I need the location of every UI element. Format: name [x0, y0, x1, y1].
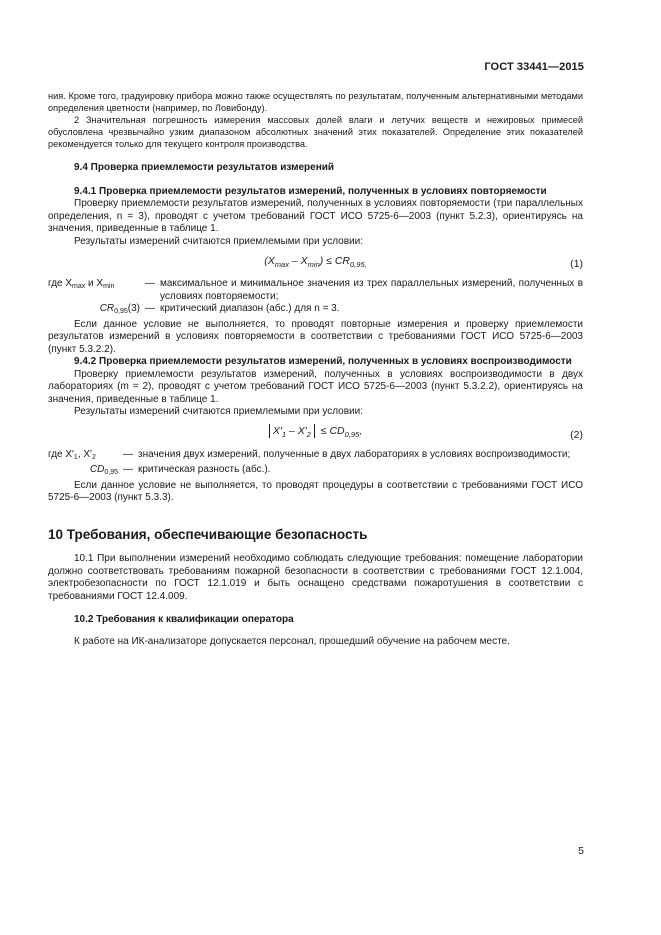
formula-1-where-2: $CR_{0,95}(3)$ — критический диапазон (абс.) для n = 3.: [48, 303, 583, 319]
page-number: 5: [578, 845, 584, 857]
formula-2-where-1: где $X'_1$, $X'_2$ — значения двух измерений, полученные в двух лабораториях в условиях воспроизводимости;: [48, 449, 583, 465]
where-1-definition: максимальное и минимальное значения из трех параллельных измерений, полученных в условиях повторяемости;: [160, 278, 583, 302]
formula-2: [48, 421, 583, 447]
formula-1-expression: $(X_{max} - X_{min}) \le CR_{0,95,}$: [264, 254, 367, 269]
page-content: [48, 90, 583, 648]
paragraph-9-4-2-2: Результаты измерений считаются приемлемыми при условии:: [74, 406, 363, 417]
paragraph-9-4-1-3: Если данное условие не выполняется, то проводят повторные измерения и проверку приемлемости результатов измерений в условиях повторяемости в соответствии с требованиями ГОСТ ИСО 5725-6—2003 (пункт 5.3.2.2).: [48, 318, 583, 355]
paragraph-9-4-2-1: Проверку приемлемости результатов измерений, полученных в условиях воспроизводимости в двух лабораториях (m = 2), проводят с учетом требований ГОСТ ИСО 5725-6—2003 (пункт 5.3.2.2), ориентируясь на значения, приведенные в таблице 1.: [48, 368, 583, 405]
where-2-1-term: где $X'_1$, $X'_2$: [48, 448, 96, 461]
document-code-header: ГОСТ 33441—2015: [484, 61, 584, 73]
where-2-term: $CR_{0,95}(3)$: [99, 303, 140, 315]
paragraph-9-4-1-1: Проверку приемлемости результатов измерений, полученных в условиях повторяемости (три параллельных определения, n = 3), проводят с учетом требований ГОСТ ИСО 5725-6—2003 (пункт 5.2.3), ориентируясь на значения, приведенные в таблице 1.: [48, 198, 583, 234]
formula-2-where-2: $CD_{0,95}$ — критическая разность (абс.).: [48, 464, 583, 480]
formula-1-where-1: где $X_{max}$ и $X_{min}$ — максимальное и минимальное значения из трех параллельных измерений, полученных в условиях повторяемости;: [48, 278, 583, 302]
where-2-2-term: $CD_{0,95}$: [89, 464, 118, 476]
formula-1: [48, 250, 583, 276]
section-10-title: 10 Требования, обеспечивающие безопасность: [48, 526, 368, 542]
paragraph-9-4-2-3: Если данное условие не выполняется, то проводят процедуры в соответствии с требованиями ГОСТ ИСО 5725-6—2003 (пункт 5.3.3).: [48, 479, 583, 503]
formula-1-number: (1): [570, 258, 583, 270]
paragraph-10-2: К работе на ИК-анализаторе допускается персонал, прошедший обучение на рабочем месте.: [74, 635, 510, 647]
where-2-definition: критический диапазон (абс.) для n = 3.: [160, 303, 340, 314]
where-2-2-definition: критическая разность (абс.).: [138, 464, 271, 475]
formula-2-expression: $X'_1 - X'_2 \le CD_{0,95}$,: [269, 425, 362, 442]
section-9-4-2-title: 9.4.2 Проверка приемлемости результатов измерений, полученных в условиях воспроизводимости: [74, 356, 572, 367]
paragraph-9-4-1-2: Результаты измерений считаются приемлемыми при условии:: [74, 235, 363, 247]
where-1-term: где $X_{max}$ и $X_{min}$: [48, 278, 115, 290]
paragraph-10-1: 10.1 При выполнении измерений необходимо соблюдать следующие требования: помещение лаборатории должно соответствовать требованиям пожарной безопасности в соответствии с требованиями ГОСТ 12.1.004, электробезопасности по ГОСТ 12.1.019 и быть оснащено средствами пожаротушения в соответствии с требованиями ГОСТ 12.4.009.: [48, 553, 583, 602]
where-2-1-definition: значения двух измерений, полученные в двух лабораториях в условиях воспроизводимости;: [138, 448, 571, 460]
formula-2-number: (2): [570, 428, 583, 441]
section-9-4-title: 9.4 Проверка приемлемости результатов измерений: [74, 162, 335, 173]
section-10-2-title: 10.2 Требования к квалификации оператора: [74, 614, 294, 625]
section-9-4-1-title: 9.4.1 Проверка приемлемости результатов измерений, полученных в условиях повторяемости: [74, 185, 547, 197]
note-continuation: ния. Кроме того, градуировку прибора можно также осуществлять по результатам, полученным альтернативными методами определения цветности (например, по Ловибонду).: [48, 91, 583, 113]
note-2: 2 Значительная погрешность измерения массовых долей влаги и летучих веществ и нежировых примесей обусловлена чрезвычайно узким диапазоном абсолютных значений этих показателей. Определение этих показателей рекомендуется только для текущего контроля производства.: [48, 115, 583, 149]
